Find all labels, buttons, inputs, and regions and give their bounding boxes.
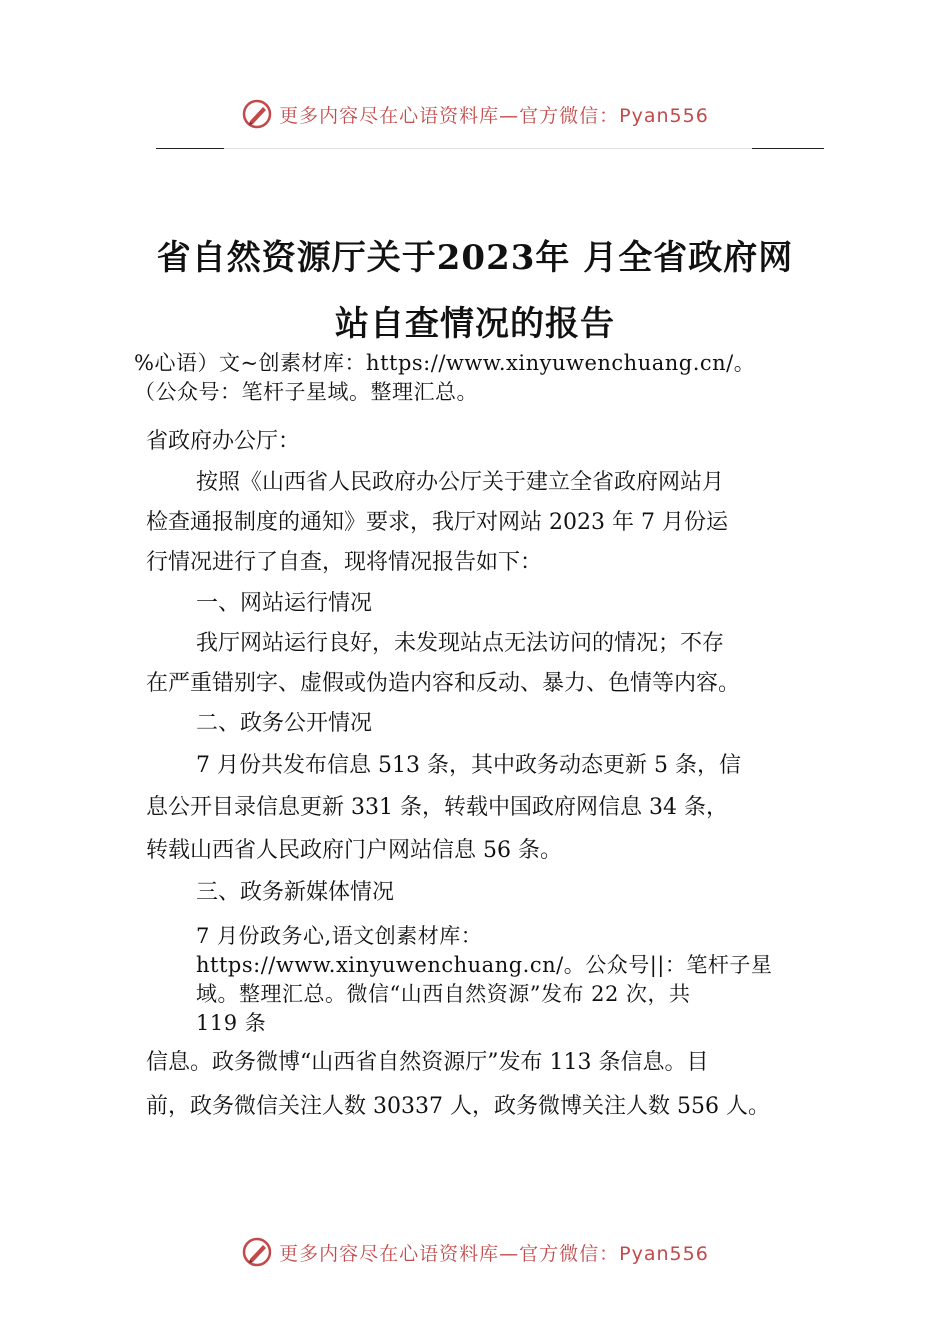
paragraph-4-line-1: 7 月份政务心,语文创素材库：	[196, 924, 483, 948]
paragraph-2-line-1: 我厅网站运行良好，未发现站点无法访问的情况；不存	[196, 631, 725, 656]
pen-seal-icon	[241, 1236, 273, 1268]
document-title-line1: 省自然资源厅关于2023年 月全省政府网	[156, 238, 794, 278]
header-rule-right	[752, 148, 824, 149]
paragraph-3-line-1: 7 月份共发布信息 513 条，其中政务动态更新 5 条，信	[196, 753, 741, 778]
section-heading-3: 三、政务新媒体情况	[196, 880, 395, 905]
paragraph-3-line-2: 息公开目录信息更新 331 条，转载中国政府网信息 34 条，	[146, 795, 728, 820]
banner-text: 更多内容尽在心语资料库—官方微信：Pyan556	[279, 1242, 709, 1265]
paragraph-4-line-5: 信息。政务微博“山西省自然资源厅”发布 113 条信息。目	[146, 1050, 709, 1075]
paragraph-4-line-3: 域。整理汇总。微信“山西自然资源”发布 22 次，共	[196, 982, 691, 1006]
paragraph-3-line-3: 转载山西省人民政府门户网站信息 56 条。	[146, 838, 562, 863]
paragraph-1-line-2: 检查通报制度的通知》要求，我厅对网站 2023 年 7 月份运	[146, 510, 728, 535]
pen-seal-icon	[241, 98, 273, 130]
source-line-2: （公众号：笔杆子星域。整理汇总。	[134, 380, 478, 404]
section-heading-2: 二、政务公开情况	[196, 711, 373, 736]
header-rule-left	[156, 148, 224, 149]
paragraph-1-line-1: 按照《山西省人民政府办公厅关于建立全省政府网站月	[196, 470, 725, 495]
paragraph-1-line-3: 行情况进行了自查，现将情况报告如下：	[146, 550, 543, 575]
header-banner	[0, 94, 950, 134]
paragraph-4-line-6: 前，政务微信关注人数 30337 人，政务微博关注人数 556 人。	[146, 1094, 770, 1119]
paragraph-2-line-2: 在严重错别字、虚假或伪造内容和反动、暴力、色情等内容。	[146, 671, 741, 696]
paragraph-4-line-2: https://www.xinyuwenchuang.cn/。公众号||：笔杆子星	[196, 953, 773, 977]
addressee: 省政府办公厅：	[146, 429, 301, 454]
header-rule-mid	[224, 148, 752, 149]
document-title-line2: 站自查情况的报告	[335, 304, 615, 344]
banner-text: 更多内容尽在心语资料库—官方微信：Pyan556	[279, 104, 709, 127]
paragraph-4-line-4: 119 条	[196, 1011, 267, 1035]
footer-banner	[0, 1232, 950, 1272]
section-heading-1: 一、网站运行情况	[196, 591, 373, 616]
source-line-1: %心语）文~创素材库：https://www.xinyuwenchuang.cn/。	[134, 351, 756, 375]
